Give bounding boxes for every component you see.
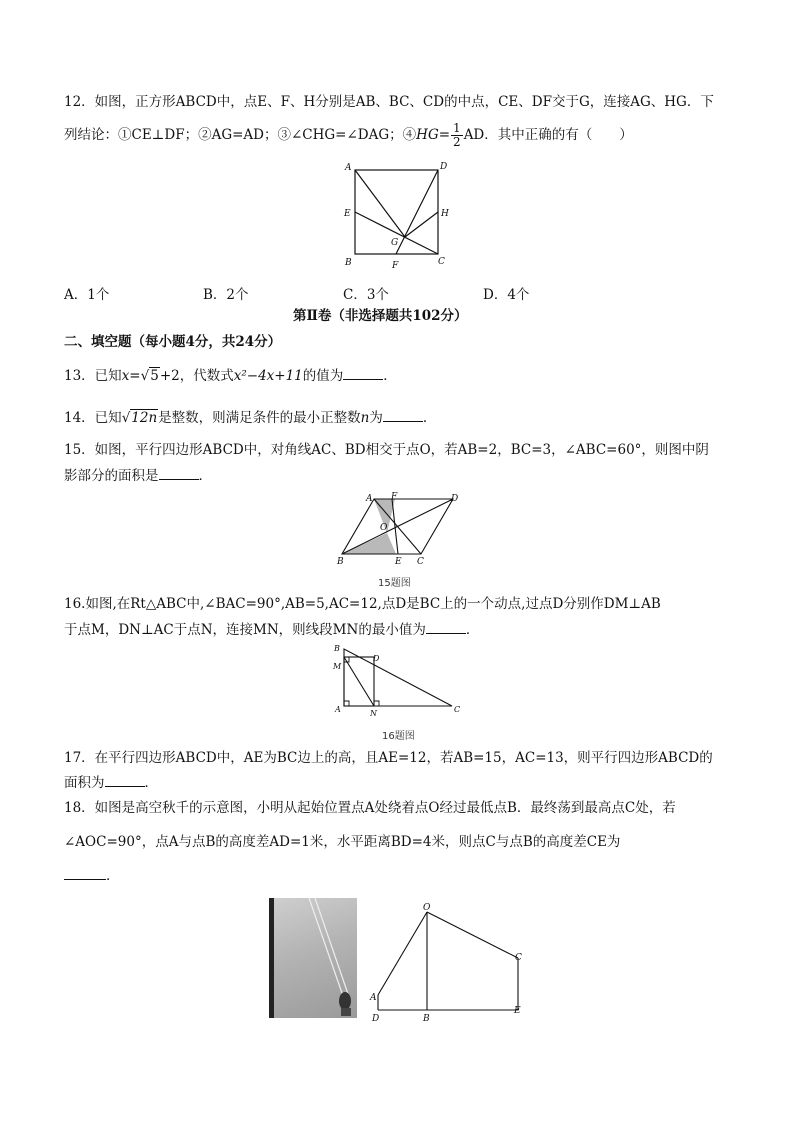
section2-subtitle: 二、填空题（每小题4分，共24分）: [64, 334, 282, 350]
q16-answer-blank[interactable]: [426, 621, 466, 634]
label-e: E: [344, 209, 351, 219]
right-angle-a: [344, 701, 349, 706]
label-c: C: [515, 953, 522, 963]
segment-mn: [344, 657, 374, 706]
label-f: F: [392, 261, 399, 271]
q15-answer-blank[interactable]: [159, 467, 199, 480]
q12-option-b[interactable]: B．2个: [203, 287, 249, 303]
q18-line2: ∠AOC=90°，点A与点B的高度差AD=1米，水平距离BD=4米，则点C与点B的高度差CE为: [64, 834, 621, 850]
q12-line1: 12．如图，正方形ABCD中，点E、F、H分别是AB、BC、CD的中点，CE、DF交于G，连接AG、HG．下: [64, 94, 714, 110]
q18-line3: ．: [64, 866, 120, 886]
q15-line1: 15．如图，平行四边形ABCD中，对角线AC、BD相交于点O，若AB=2，BC=3，∠ABC=60°，则图中阴: [64, 442, 709, 458]
label-h: H: [441, 209, 449, 219]
shaded-triangle-bottom: [342, 533, 396, 554]
q16-line2: 于点M，DN⊥AC于点N，连接MN，则线段MN的最小值为 ．: [64, 622, 480, 638]
label-f: F: [391, 492, 398, 502]
label-e: E: [395, 557, 402, 567]
label-o: O: [423, 903, 431, 913]
label-o: O: [380, 523, 388, 533]
q12-option-d[interactable]: D．4个: [483, 287, 530, 303]
label-g: G: [391, 238, 399, 248]
q15-line2: 影部分的面积是 ．: [64, 468, 212, 484]
label-a: A: [370, 993, 377, 1003]
label-e: E: [514, 1006, 521, 1016]
segment-oa: [378, 912, 427, 995]
label-c: C: [454, 705, 461, 714]
right-angle-n: [374, 701, 379, 706]
label-b: B: [334, 644, 340, 653]
label-n: N: [370, 709, 377, 717]
label-c: C: [417, 557, 424, 567]
q17-line1: 17．在平行四边形ABCD中，AE为BC边上的高，且AE=12，若AB=15，AC=13，则平行四边形ABCD的: [64, 750, 713, 766]
q13-answer-blank[interactable]: [343, 367, 383, 380]
q16-line1: 16.如图,在Rt△ABC中,∠BAC=90°,AB=5,AC=12,点D是BC上的一个动点,过点D分别作DM⊥AB: [64, 596, 661, 612]
swing-photo-art: [269, 898, 357, 1018]
q18-swing-diagram: [368, 900, 528, 1024]
label-b: B: [337, 557, 344, 567]
q16-triangle-figure: [330, 642, 470, 717]
q17-line2: 面积为 ．: [64, 775, 158, 791]
q18-answer-blank[interactable]: [64, 867, 106, 880]
q14: 14．已知√12n是整数，则满足条件的最小正整数n为 ．: [64, 410, 437, 426]
q16-caption: 16题图: [382, 731, 415, 742]
label-a: A: [345, 163, 352, 173]
label-d: D: [372, 1014, 380, 1024]
label-a: A: [366, 494, 373, 504]
segment-ag: [355, 170, 405, 237]
q12-option-a[interactable]: A．1个: [64, 287, 110, 303]
q18-line1: 18．如图是高空秋千的示意图，小明从起始位置点A处绕着点O经过最低点B．最终荡到最高点C处，若: [64, 800, 676, 816]
q12-option-c[interactable]: C．3个: [343, 287, 389, 303]
fraction-one-half: $\frac{1}{2}$: [453, 121, 461, 149]
section2-title: 第Ⅱ卷（非选择题共102分）: [293, 308, 468, 324]
q13: 13．已知x=√5+2，代数式x²−4x+11的值为 ．: [64, 368, 397, 384]
q12-square-figure: [335, 158, 460, 273]
label-c: C: [438, 257, 445, 267]
q15-caption: 15题图: [378, 578, 411, 589]
segment-df: [396, 170, 438, 254]
label-m: M: [333, 662, 342, 671]
q14-answer-blank[interactable]: [383, 409, 423, 422]
q12-line2: 列结论：①CE⊥DF；②AG=AD；③∠CHG=∠DAG；④HG= $\frac{1}{2}$ AD．其中正确的有（ ）: [64, 121, 633, 149]
q17-answer-blank[interactable]: [105, 774, 145, 787]
label-d: D: [451, 494, 459, 504]
swing-photo: [269, 898, 357, 1018]
label-b: B: [423, 1014, 430, 1024]
segment-oc: [427, 912, 518, 958]
label-d: D: [440, 162, 448, 172]
label-d: D: [373, 654, 380, 663]
q15-parallelogram-figure: [332, 490, 462, 568]
segment-hg: [405, 212, 438, 237]
label-a: A: [335, 705, 341, 714]
label-b: B: [345, 258, 352, 268]
